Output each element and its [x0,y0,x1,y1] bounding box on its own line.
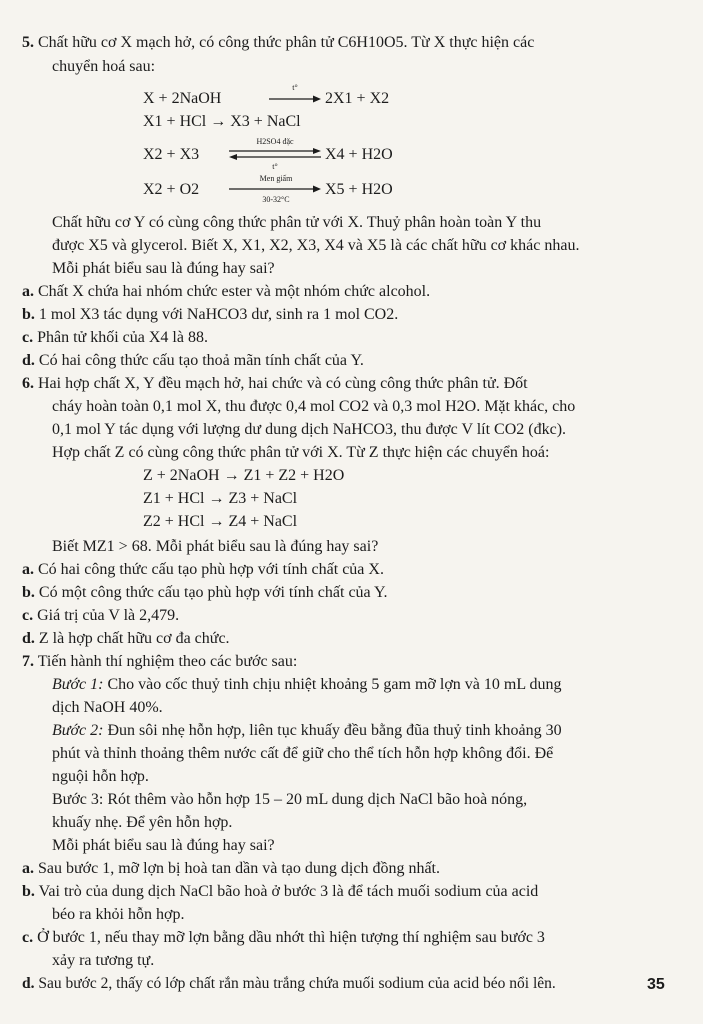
q5-option-b-label: b. [22,306,35,323]
q7-option-a [22,859,440,879]
q5-text3: Mỗi phát biểu sau là đúng hay sai? [52,260,275,277]
q7-option-d [22,974,556,994]
q6-option-b-label: b. [22,584,35,601]
q7-step1-text1: Cho vào cốc thuỷ tinh chịu nhiệt khoảng 5 gam mỡ lợn và 10 mL dung [107,676,562,693]
q6-option-b [22,583,388,603]
q7-option-c [22,928,545,948]
q6-text1: Biết MZ1 > 68. Mỗi phát biểu sau là đúng hay sai? [52,538,379,555]
q5-option-d-label: d. [22,352,35,369]
q7-step1-line1 [52,675,562,695]
q5-option-d-text: Có hai công thức cấu tạo thoả mãn tính chất của Y. [38,352,364,369]
q7-option-a-label: a. [22,860,34,877]
page-number: 35 [647,976,665,993]
q5-eq4-condition-top: Men giấm [259,174,293,183]
q7-option-b [22,882,538,902]
q5-option-c-label: c. [22,329,34,346]
q7-option-d-label: d. [22,975,35,992]
q5-option-c-text: Phân tử khối của X4 là 88. [37,329,208,346]
q5-option-a-label: a. [22,283,34,300]
q7-option-a-text: Sau bước 1, mỡ lợn bị hoà tan dần và tạo dung dịch đồng nhất. [38,860,440,877]
q5-eq1-left: X + 2NaOH [143,90,222,107]
q5-stem1: Chất hữu cơ X mạch hở, có công thức phân tử C6H10O5. Từ X thực hiện các [38,34,535,51]
q5-eq3-condition-bottom: t° [272,162,278,171]
q7-option-c-text1: Ở bước 1, nếu thay mỡ lợn bằng dầu nhớt thì hiện tượng thí nghiệm sau bước 3 [37,929,545,946]
q5-eq3-left: X2 + X3 [143,146,200,163]
q7-text1: Mỗi phát biểu sau là đúng hay sai? [52,837,275,854]
q5-eq3-condition-top: H2SO4 đặc [256,137,294,146]
q5-eq1-condition: t° [292,83,298,92]
q7-step1-label: Bước 1: [52,676,104,693]
q7-step2-text1: Đun sôi nhẹ hỗn hợp, liên tục khuấy đều bằng đũa thuỷ tinh khoảng 30 [107,722,562,739]
q6-eq2: Z1 + HCl → Z3 + NaCl [143,490,298,507]
q6-option-a-text: Có hai công thức cấu tạo phù hợp với tính chất của X. [38,561,384,578]
q7-option-c-line2: xảy ra tương tự. [52,952,155,969]
q6-stem1: Hai hợp chất X, Y đều mạch hở, hai chức và có cùng công thức phân tử. Đốt [38,375,528,392]
q6-stem-line1 [22,374,528,394]
q7-step2-line2: phút và thỉnh thoảng thêm nước cất để giữ cho thể tích hỗn hợp không đổi. Để [52,745,554,762]
q6-option-d-label: d. [22,630,35,647]
q5-eq1-right: 2X1 + X2 [325,90,390,107]
q7-step3-line1: Bước 3: Rót thêm vào hỗn hợp 15 – 20 mL dung dịch NaCl bão hoà nóng, [52,791,528,808]
q5-eq4-left: X2 + O2 [143,181,200,198]
q5-eq3-equilibrium-arrow-icon [228,147,322,161]
q5-eq3-right: X4 + H2O [325,146,393,163]
q6-stem-line3: 0,1 mol Y tác dụng với lượng dư dung dịch NaHCO3, thu được V lít CO2 (đkc). [52,421,567,438]
q7-option-d-text: Sau bước 2, thấy có lớp chất rắn màu trắng chứa muối sodium của acid béo nổi lên. [38,975,556,992]
q5-option-c [22,328,208,348]
q7-step1-line2: dịch NaOH 40%. [52,699,163,716]
q5-eq4-arrow-icon [228,184,322,194]
q5-text1: Chất hữu cơ Y có cùng công thức phân tử với X. Thuỷ phân hoàn toàn Y thu [52,214,542,231]
q6-stem-line4: Hợp chất Z có cùng công thức phân tử với X. Từ Z thực hiện các chuyển hoá: [52,444,550,461]
q5-option-b [22,305,398,325]
q5-stem-line1 [22,33,534,53]
q7-number: 7. [22,653,34,670]
q5-eq4-condition-bottom: 30-32°C [262,195,290,204]
q6-eq3: Z2 + HCl → Z4 + NaCl [143,513,298,530]
q6-option-a-label: a. [22,561,34,578]
q7-stem-line [22,652,297,672]
q6-option-a [22,560,384,580]
q5-text2: được X5 và glycerol. Biết X, X1, X2, X3, X4 và X5 là các chất hữu cơ khác nhau. [52,237,580,254]
q6-stem-line2: cháy hoàn toàn 0,1 mol X, thu được 0,4 mol CO2 và 0,3 mol H2O. Mặt khác, cho [52,398,576,415]
q7-stem: Tiến hành thí nghiệm theo các bước sau: [37,653,298,670]
q5-option-d [22,351,364,371]
q5-option-a-text: Chất X chứa hai nhóm chức ester và một nhóm chức alcohol. [38,283,431,300]
q6-number: 6. [22,375,34,392]
q5-eq1-arrow-icon [268,94,322,104]
q7-option-b-text1: Vai trò của dung dịch NaCl bão hoà ở bước 3 là để tách muối sodium của acid [38,883,539,900]
q5-stem-line2: chuyển hoá sau: [52,58,156,75]
q6-eq1: Z + 2NaOH → Z1 + Z2 + H2O [143,467,345,484]
q5-eq4-right: X5 + H2O [325,181,393,198]
q5-number: 5. [22,34,34,51]
q6-option-b-text: Có một công thức cấu tạo phù hợp với tính chất của Y. [38,584,388,601]
q7-step3-line2: khuấy nhẹ. Để yên hỗn hợp. [52,814,233,831]
q5-option-b-text: 1 mol X3 tác dụng với NaHCO3 dư, sinh ra 1 mol CO2. [38,306,399,323]
q7-option-b-line2: béo ra khỏi hỗn hợp. [52,906,185,923]
q7-step2-label: Bước 2: [52,722,104,739]
q7-option-b-label: b. [22,883,35,900]
q6-option-c-label: c. [22,607,34,624]
q7-step2-line3: nguội hỗn hợp. [52,768,149,785]
q6-option-c [22,606,179,626]
q6-option-d [22,629,230,649]
q6-option-d-text: Z là hợp chất hữu cơ đa chức. [38,630,230,647]
q5-eq2: X1 + HCl → X3 + NaCl [143,113,301,130]
q5-option-a [22,282,430,302]
q6-option-c-text: Giá trị của V là 2,479. [37,607,180,624]
q7-option-c-label: c. [22,929,34,946]
q7-step2-line1 [52,721,562,741]
